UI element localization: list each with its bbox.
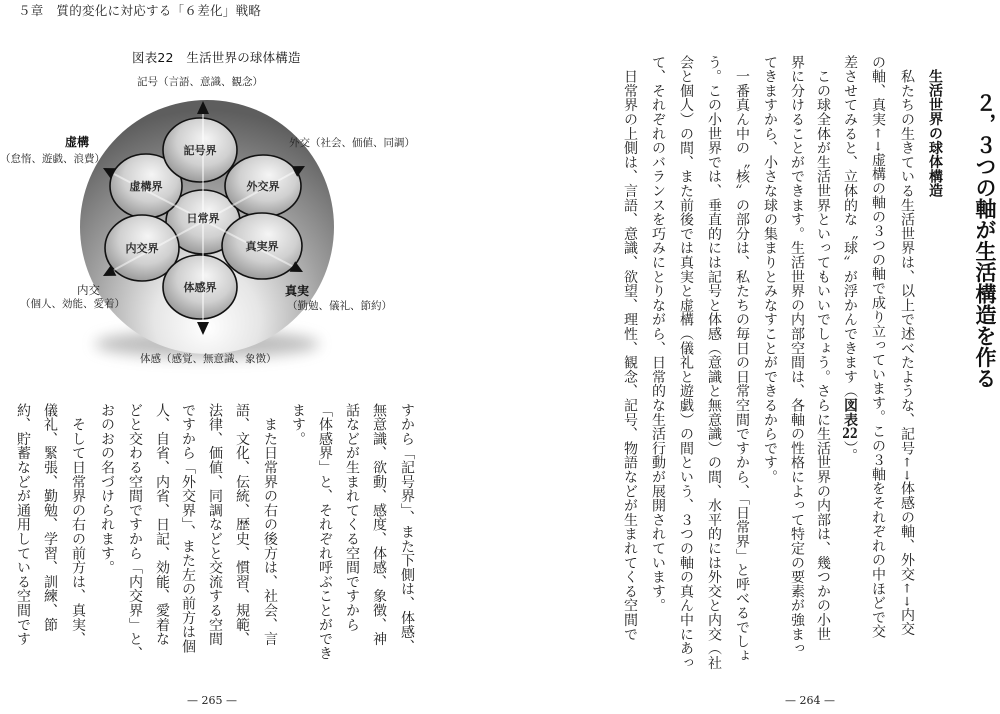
axis-label-upper-right: 外交（社会、価値、同調） — [289, 137, 415, 149]
body-column — [816, 55, 830, 641]
body-column: 話などが生まれてくる空間ですから — [344, 403, 360, 632]
axis-detail-lower-left: （個人、効能、愛着） — [20, 298, 125, 310]
sphere-label-gaiko: 外交界 — [246, 180, 280, 193]
text-run: 体感の軸、外交 — [899, 481, 915, 582]
text-run: 会と個人）の間、また前後では真実と虚構（儀礼と遊戯）の間という、３つの軸の真ん中にあっ — [678, 55, 694, 670]
axis-label-upper-left: 虚構 — [65, 135, 90, 149]
body-column — [843, 55, 857, 462]
body-column: 約、貯蓄などが通用している空間です — [15, 403, 31, 647]
sphere-label-nichijo: 日常界 — [186, 212, 220, 225]
body-column: ですから「外交界」、また左の前方は個 — [180, 403, 196, 654]
axis-label-lower-left: 内交 — [77, 283, 100, 297]
body-column — [651, 55, 665, 613]
text-run: 差させてみると、立体的な〝球〟が浮かんできます（ — [842, 55, 858, 399]
text-run: てきますから、小さな球の集まりとみなすことができるからです。 — [762, 55, 778, 484]
text-run: 私たちの生きている生活世界は、以上で述べたような、記号 — [899, 55, 915, 456]
text-run: 内交 — [899, 607, 915, 637]
sphere-label-kyoko: 虚構界 — [129, 180, 163, 193]
subheading: 生活世界の球体構造 — [927, 69, 943, 198]
text-run: て、それぞれのバランスを巧みにとりながら、日常的な生活行動が展開されています。 — [650, 55, 666, 613]
sphere-label-taikan: 体感界 — [183, 281, 217, 294]
body-column: 語、文化、伝統、歴史、慣習、規範、 — [234, 403, 250, 647]
figure-reference: 図表 — [842, 398, 858, 427]
body-column — [623, 55, 637, 641]
body-column — [900, 55, 914, 636]
body-column: ます。 — [290, 403, 306, 446]
body-column — [763, 55, 777, 484]
text-run: ）。 — [842, 440, 858, 463]
text-run: う。この小世界では、垂直的には記号と体感（意識と無意識）の間、水平的には外交と内交（社 — [706, 55, 722, 670]
body-column: 法律、価値、同調などと交流する空間 — [207, 403, 223, 647]
body-column: また日常界の右の後方は、社会、言 — [262, 403, 278, 647]
figure-title: 図表22 生活世界の球体構造 — [132, 50, 301, 65]
body-column: 人、自省、内省、日記、効能、愛着な — [154, 403, 170, 647]
body-column: 儀礼、緊張、勤勉、学習、訓練、節 — [42, 403, 58, 632]
text-run: 一番真ん中の〝核〟の部分は、私たちの毎日の日常空間ですから、「日常界」と呼べるでしょ — [734, 55, 750, 663]
text-run: 日常界の上側は、言語、意識、欲望、理性、観念、記号、物語などが生まれてくる空間で — [622, 55, 638, 642]
figure-reference-number: 22 — [842, 426, 858, 441]
sphere-label-kigo: 記号界 — [183, 144, 217, 157]
sphere-label-shinjitsu: 真実界 — [245, 240, 279, 253]
body-column: すから「記号界」、また下側は、体感、 — [399, 403, 415, 654]
body-column — [871, 55, 885, 639]
text-run: 界に分けることができます。生活世界の内部空間は、各軸の性格によって特定の要素が強まっ — [789, 55, 805, 656]
axis-label-top: 記号（言語、意識、観念） — [137, 76, 263, 88]
axis-label-lower-right: 真実 — [285, 284, 310, 298]
body-column — [735, 55, 749, 663]
page-number-right: — 264 — — [785, 694, 835, 707]
axis-detail-upper-left: （怠惰、遊戯、浪費） — [0, 153, 105, 165]
body-column — [790, 55, 804, 656]
running-head: ５章 質的変化に対応する「６差化」戦略 — [18, 3, 262, 18]
section-title: ２，３つの軸が生活構造を作る — [973, 92, 998, 389]
body-column: 「体感界」と、それぞれ呼ぶことができ — [317, 403, 333, 661]
bidirectional-arrow-icon: ↑↓ — [900, 581, 914, 608]
axis-label-bottom: 体感（感覚、無意識、象徴） — [140, 353, 277, 365]
body-column: そして日常界の右の前方は、真実、 — [70, 403, 86, 647]
bidirectional-arrow-icon: ↑↓ — [900, 455, 914, 482]
body-column: どと交わる空間ですから「内交界」と、 — [127, 403, 143, 661]
bidirectional-arrow-icon: ↑↓ — [871, 126, 885, 153]
page-number-left: — 265 — — [187, 694, 237, 707]
body-column — [707, 55, 721, 670]
body-column: 無意識、欲動、感度、体感、象徴、神 — [371, 403, 387, 647]
text-run: の軸、真実 — [870, 55, 886, 127]
body-column — [679, 55, 693, 670]
sphere-label-naiko: 内交界 — [125, 242, 159, 255]
text-run: 虚構の軸の３つの軸で成り立っています。この３軸をそれぞれの中ほどで交 — [870, 152, 886, 639]
axis-detail-lower-right: （勤勉、儀礼、節約） — [287, 300, 392, 312]
body-column: おのおの名づけられます。 — [99, 403, 115, 575]
text-run: この球全体が生活世界といってもいいでしょう。さらに生活世界の内部は、幾つかの小世 — [815, 55, 831, 642]
